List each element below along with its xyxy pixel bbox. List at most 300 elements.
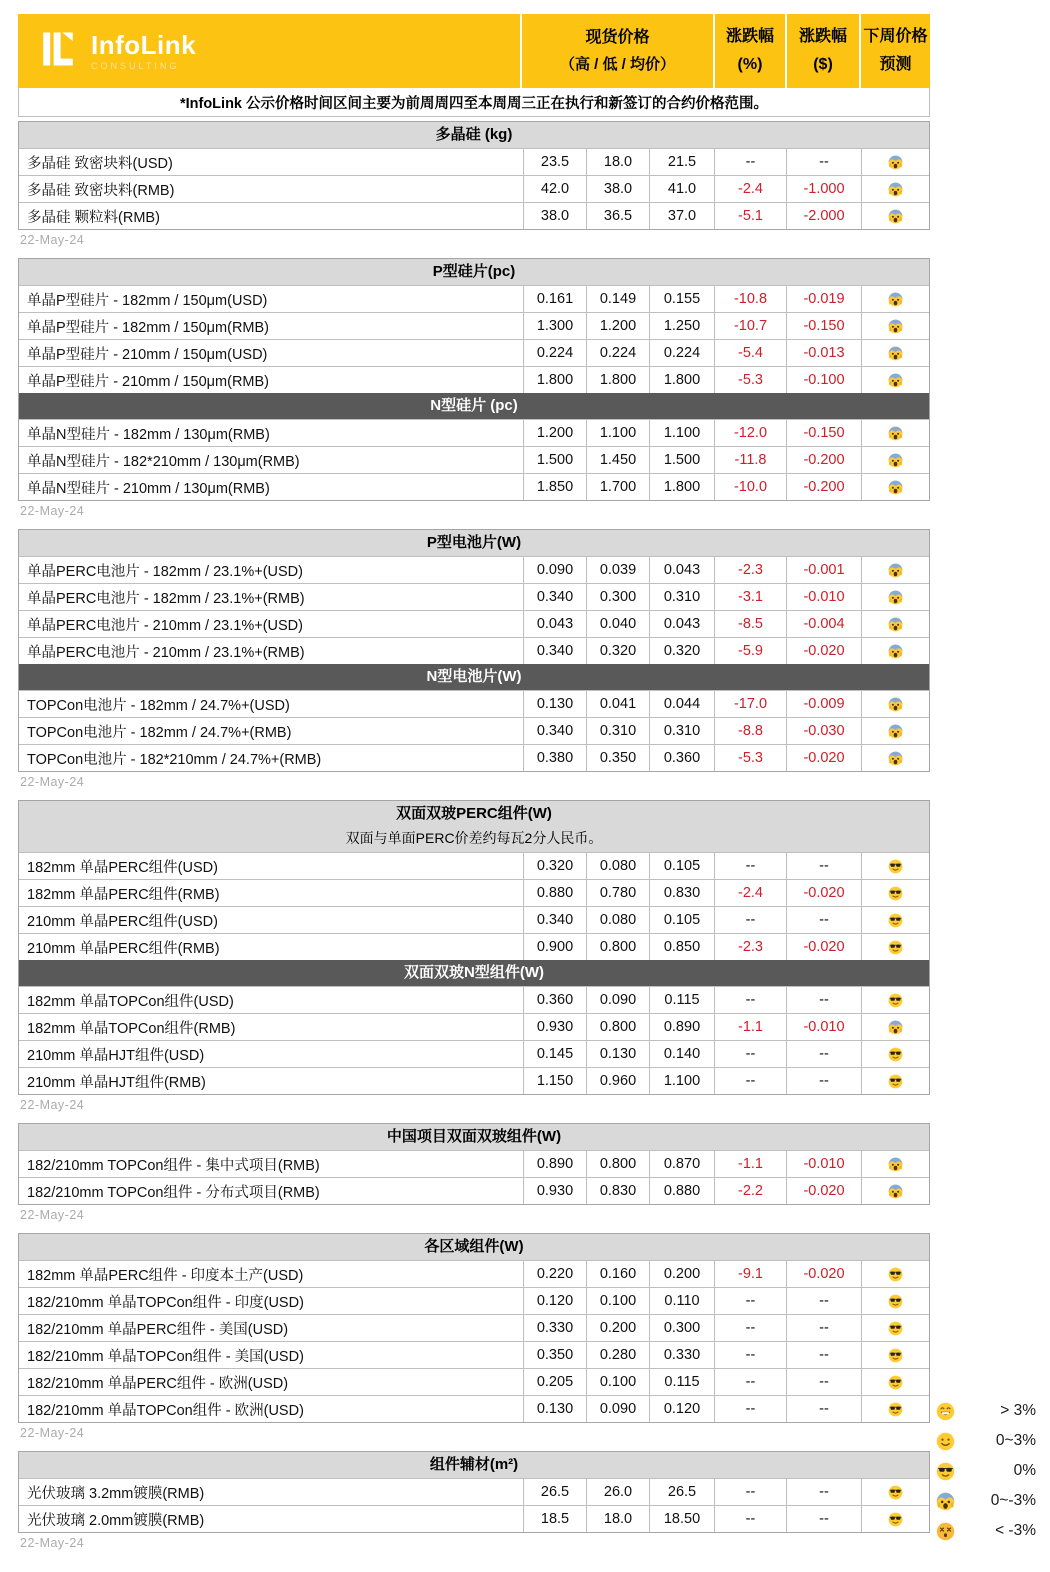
price-avg: 1.500: [649, 447, 714, 473]
table-row: [19, 1013, 929, 1040]
price-high: 0.120: [523, 1288, 586, 1314]
change-pct: --: [714, 907, 786, 933]
change-pct: -2.4: [714, 176, 786, 202]
price-low: 1.700: [586, 474, 649, 500]
price-high: 23.5: [523, 149, 586, 175]
product-name: 多晶硅 颗粒料(RMB): [27, 209, 160, 226]
price-avg: 0.044: [649, 691, 714, 717]
product-name: 182/210mm 单晶TOPCon组件 - 欧洲(USD): [27, 1402, 304, 1419]
product-name: 210mm 单晶HJT组件(RMB): [27, 1074, 206, 1091]
product-name: 单晶P型硅片 - 210mm / 150μm(USD): [27, 346, 268, 363]
change-usd: -0.020: [786, 638, 861, 664]
price-avg: 0.105: [649, 853, 714, 879]
legend-label: > 3%: [1000, 1402, 1036, 1419]
product-name: 单晶P型硅片 - 210mm / 150μm(RMB): [27, 373, 269, 390]
table-row: [19, 1395, 929, 1422]
sunglasses-face-icon: [888, 1402, 903, 1417]
forecast-cell: [861, 420, 929, 446]
sunglasses-face-icon: [888, 1074, 903, 1089]
change-usd: -0.100: [786, 367, 861, 393]
forecast-cell: [861, 367, 929, 393]
price-low: 0.224: [586, 340, 649, 366]
price-low: 0.800: [586, 1014, 649, 1040]
forecast-cell: [861, 691, 929, 717]
change-usd: --: [786, 1506, 861, 1532]
price-low: 38.0: [586, 176, 649, 202]
change-pct: --: [714, 1041, 786, 1067]
table-row: [19, 879, 929, 906]
table-row: [19, 986, 929, 1013]
change-pct-unit: (%): [737, 56, 763, 73]
price-low: 1.200: [586, 313, 649, 339]
scream-face-icon: [888, 697, 903, 712]
table-row: [19, 1368, 929, 1395]
product-name: 单晶PERC电池片 - 210mm / 23.1%+(USD): [27, 617, 303, 634]
change-pct: --: [714, 149, 786, 175]
forecast-cell: [861, 474, 929, 500]
forecast-cell: [861, 1342, 929, 1368]
change-pct: -10.7: [714, 313, 786, 339]
change-usd: --: [786, 1342, 861, 1368]
price-high: 0.360: [523, 987, 586, 1013]
table-row: [19, 637, 929, 664]
change-usd: -0.150: [786, 420, 861, 446]
table-row: [19, 1177, 929, 1204]
forecast-cell: [861, 1506, 929, 1532]
forecast-cell: [861, 203, 929, 229]
section-title: 各区域组件(W): [19, 1234, 929, 1260]
change-pct: -10.8: [714, 286, 786, 312]
price-avg: 0.043: [649, 611, 714, 637]
legend-label: < -3%: [995, 1522, 1036, 1539]
price-high: 0.890: [523, 1151, 586, 1177]
table-row: [19, 1314, 929, 1341]
column-header-change-pct: [715, 14, 785, 88]
price-avg: 0.110: [649, 1288, 714, 1314]
table-row: [19, 366, 929, 393]
price-high: 0.130: [523, 691, 586, 717]
price-high: 18.5: [523, 1506, 586, 1532]
change-pct-label: 涨跌幅: [725, 28, 774, 45]
table-row: [19, 717, 929, 744]
forecast-cell: [861, 1288, 929, 1314]
price-low: 1.100: [586, 420, 649, 446]
scream-face-icon: [888, 155, 903, 170]
price-high: 0.930: [523, 1178, 586, 1204]
scream-face-icon: [888, 563, 903, 578]
price-high: 0.130: [523, 1396, 586, 1422]
table-row: [19, 312, 929, 339]
change-usd: --: [786, 853, 861, 879]
price-high: 0.161: [523, 286, 586, 312]
price-avg: 21.5: [649, 149, 714, 175]
forecast-cell: [861, 313, 929, 339]
price-low: 0.780: [586, 880, 649, 906]
date-label: 22-May-24: [20, 233, 85, 247]
scream-face-icon: [888, 319, 903, 334]
price-sheet: [18, 14, 930, 1561]
change-usd: --: [786, 149, 861, 175]
price-blocks: [18, 121, 930, 1550]
price-avg: 0.850: [649, 934, 714, 960]
sunglasses-face-icon: [888, 1512, 903, 1527]
price-avg: 1.800: [649, 474, 714, 500]
change-usd: -0.009: [786, 691, 861, 717]
price-block: [18, 1233, 930, 1423]
product-name: 182mm 单晶PERC组件(USD): [27, 859, 218, 876]
product-name: 单晶PERC电池片 - 182mm / 23.1%+(USD): [27, 563, 303, 580]
legend-item: [933, 1426, 1036, 1456]
change-usd: -0.030: [786, 718, 861, 744]
forecast-cell: [861, 1041, 929, 1067]
price-high: 0.880: [523, 880, 586, 906]
change-usd: -0.200: [786, 474, 861, 500]
price-low: 0.080: [586, 853, 649, 879]
legend-item: [933, 1456, 1036, 1486]
sunglasses-face-icon: [888, 859, 903, 874]
price-avg: 1.100: [649, 1068, 714, 1094]
change-pct: --: [714, 1315, 786, 1341]
change-usd: --: [786, 1479, 861, 1505]
forecast-cell: [861, 880, 929, 906]
price-low: 0.800: [586, 934, 649, 960]
change-pct: -5.3: [714, 745, 786, 771]
scream-face-icon: [888, 426, 903, 441]
price-block: [18, 121, 930, 230]
change-pct: -9.1: [714, 1261, 786, 1287]
change-pct: --: [714, 1506, 786, 1532]
scream-face-icon: [888, 644, 903, 659]
change-pct: -5.1: [714, 203, 786, 229]
price-avg: 0.224: [649, 340, 714, 366]
date-label: 22-May-24: [20, 1426, 85, 1440]
change-pct: -10.0: [714, 474, 786, 500]
sunglasses-face-icon: [888, 1321, 903, 1336]
change-usd: -0.019: [786, 286, 861, 312]
price-high: 1.500: [523, 447, 586, 473]
change-usd: -0.004: [786, 611, 861, 637]
brand-name: InfoLink: [91, 29, 197, 60]
price-low: 0.080: [586, 907, 649, 933]
product-name: 182/210mm 单晶PERC组件 - 欧洲(USD): [27, 1375, 289, 1392]
price-low: 1.450: [586, 447, 649, 473]
scream-face-icon: [888, 1020, 903, 1035]
price-avg: 0.830: [649, 880, 714, 906]
forecast-cell: [861, 1178, 929, 1204]
price-block: [18, 529, 930, 772]
price-avg: 0.890: [649, 1014, 714, 1040]
change-pct: --: [714, 1479, 786, 1505]
price-low: 0.039: [586, 557, 649, 583]
table-row: [19, 339, 929, 366]
sunglasses-face-icon: [888, 1348, 903, 1363]
change-pct: -17.0: [714, 691, 786, 717]
change-pct: -5.4: [714, 340, 786, 366]
price-low: 0.960: [586, 1068, 649, 1094]
forecast-cell: [861, 1396, 929, 1422]
smile-face-icon: [933, 1432, 957, 1451]
price-avg: 0.120: [649, 1396, 714, 1422]
scream-face-icon: [888, 292, 903, 307]
column-header-forecast: [861, 14, 930, 88]
change-pct: -5.3: [714, 367, 786, 393]
table-header-bar: [18, 14, 930, 88]
product-name: 光伏玻璃 2.0mm镀膜(RMB): [27, 1512, 205, 1529]
price-low: 26.0: [586, 1479, 649, 1505]
table-row: [19, 202, 929, 229]
forecast-cell: [861, 1068, 929, 1094]
price-low: 1.800: [586, 367, 649, 393]
scream-face-icon: [888, 1184, 903, 1199]
section-title: P型电池片(W): [19, 530, 929, 556]
forecast-cell: [861, 1369, 929, 1395]
change-usd: -0.020: [786, 880, 861, 906]
change-pct: -1.1: [714, 1014, 786, 1040]
change-usd: -0.001: [786, 557, 861, 583]
price-avg: 0.330: [649, 1342, 714, 1368]
product-name: 单晶P型硅片 - 182mm / 150μm(USD): [27, 292, 268, 309]
table-row: [19, 1040, 929, 1067]
scream-face-icon: [888, 1157, 903, 1172]
forecast-legend: [933, 1396, 1036, 1546]
product-name: 182/210mm 单晶PERC组件 - 美国(USD): [27, 1321, 289, 1338]
forecast-cell: [861, 853, 929, 879]
table-row: [19, 175, 929, 202]
scream-face-icon: [888, 480, 903, 495]
scream-face-icon: [888, 751, 903, 766]
change-pct: --: [714, 1369, 786, 1395]
product-name: 182mm 单晶TOPCon组件(USD): [27, 993, 234, 1010]
product-name: 210mm 单晶PERC组件(USD): [27, 913, 218, 930]
price-high: 0.340: [523, 907, 586, 933]
change-usd: -0.020: [786, 1261, 861, 1287]
forecast-cell: [861, 1261, 929, 1287]
price-high: 0.350: [523, 1342, 586, 1368]
product-name: TOPCon电池片 - 182mm / 24.7%+(RMB): [27, 724, 292, 741]
price-high: 0.090: [523, 557, 586, 583]
product-name: 182mm 单晶PERC组件(RMB): [27, 886, 220, 903]
change-usd: -0.010: [786, 584, 861, 610]
column-header-spot-price: [522, 14, 713, 88]
product-name: 182/210mm 单晶TOPCon组件 - 印度(USD): [27, 1294, 304, 1311]
section-subnote: 双面与单面PERC价差约每瓦2分人民币。: [19, 827, 929, 852]
table-row: [19, 446, 929, 473]
price-high: 42.0: [523, 176, 586, 202]
product-name: 210mm 单晶PERC组件(RMB): [27, 940, 220, 957]
sunglasses-face-icon: [888, 1267, 903, 1282]
product-name: 182/210mm 单晶TOPCon组件 - 美国(USD): [27, 1348, 304, 1365]
change-usd-unit: ($): [813, 56, 833, 73]
table-row: [19, 1478, 929, 1505]
legend-label: 0~-3%: [990, 1492, 1036, 1509]
scream-face-icon: [888, 373, 903, 388]
scream-face-icon: [888, 346, 903, 361]
price-low: 0.041: [586, 691, 649, 717]
scream-face-icon: [888, 724, 903, 739]
change-usd: --: [786, 987, 861, 1013]
price-low: 0.350: [586, 745, 649, 771]
sunglasses-face-icon: [888, 1294, 903, 1309]
product-name: 182mm 单晶PERC组件 - 印度本土产(USD): [27, 1267, 304, 1284]
forecast-cell: [861, 907, 929, 933]
price-low: 0.149: [586, 286, 649, 312]
price-high: 0.205: [523, 1369, 586, 1395]
product-name: 单晶N型硅片 - 182*210mm / 130μm(RMB): [27, 453, 300, 470]
legend-label: 0%: [1013, 1462, 1036, 1479]
change-usd: --: [786, 1041, 861, 1067]
price-block: [18, 1451, 930, 1533]
price-low: 0.830: [586, 1178, 649, 1204]
change-pct: -2.3: [714, 557, 786, 583]
product-name: 210mm 单晶HJT组件(USD): [27, 1047, 205, 1064]
price-low: 0.800: [586, 1151, 649, 1177]
scream-face-icon: [888, 590, 903, 605]
price-high: 0.340: [523, 718, 586, 744]
legend-item: [933, 1396, 1036, 1426]
change-usd: -0.010: [786, 1151, 861, 1177]
change-pct: -8.8: [714, 718, 786, 744]
price-block: [18, 258, 930, 501]
price-low: 0.300: [586, 584, 649, 610]
price-period-note: *InfoLink 公示价格时间区间主要为前周周四至本周周三正在执行和新签订的合约价格范围。: [18, 88, 930, 117]
product-name: 182/210mm TOPCon组件 - 分布式项目(RMB): [27, 1184, 320, 1201]
price-low: 0.090: [586, 987, 649, 1013]
forecast-cell: [861, 557, 929, 583]
price-low: 18.0: [586, 1506, 649, 1532]
table-row: [19, 1505, 929, 1532]
product-name: 多晶硅 致密块料(USD): [27, 155, 173, 172]
price-high: 0.224: [523, 340, 586, 366]
column-header-change-usd: [787, 14, 859, 88]
price-avg: 0.320: [649, 638, 714, 664]
table-row: [19, 1260, 929, 1287]
price-avg: 0.360: [649, 745, 714, 771]
price-avg: 0.115: [649, 987, 714, 1013]
change-pct: -3.1: [714, 584, 786, 610]
scream-face-icon: [933, 1492, 957, 1511]
forecast-cell: [861, 934, 929, 960]
change-usd: --: [786, 907, 861, 933]
table-row: [19, 148, 929, 175]
price-high: 0.340: [523, 584, 586, 610]
price-high: 0.380: [523, 745, 586, 771]
forecast-cell: [861, 718, 929, 744]
change-pct: -5.9: [714, 638, 786, 664]
price-avg: 1.250: [649, 313, 714, 339]
price-avg: 26.5: [649, 1479, 714, 1505]
price-avg: 41.0: [649, 176, 714, 202]
price-low: 0.090: [586, 1396, 649, 1422]
change-usd: -0.150: [786, 313, 861, 339]
scream-face-icon: [888, 617, 903, 632]
legend-item: [933, 1516, 1036, 1546]
forecast-cell: [861, 149, 929, 175]
table-row: [19, 610, 929, 637]
sunglasses-face-icon: [888, 1375, 903, 1390]
table-row: [19, 1067, 929, 1094]
price-low: 0.200: [586, 1315, 649, 1341]
section-title: 多晶硅 (kg): [19, 122, 929, 148]
price-high: 0.043: [523, 611, 586, 637]
change-usd: --: [786, 1068, 861, 1094]
section-title: N型电池片(W): [19, 664, 929, 690]
change-usd: --: [786, 1288, 861, 1314]
change-pct: --: [714, 1068, 786, 1094]
change-usd: -1.000: [786, 176, 861, 202]
table-row: [19, 1287, 929, 1314]
price-high: 26.5: [523, 1479, 586, 1505]
forecast-cell: [861, 340, 929, 366]
price-high: 1.200: [523, 420, 586, 446]
date-label: 22-May-24: [20, 775, 85, 789]
sunglasses-face-icon: [888, 993, 903, 1008]
price-avg: 0.310: [649, 718, 714, 744]
price-high: 38.0: [523, 203, 586, 229]
product-name: 单晶PERC电池片 - 210mm / 23.1%+(RMB): [27, 644, 305, 661]
price-high: 0.900: [523, 934, 586, 960]
forecast-cell: [861, 1151, 929, 1177]
table-row: [19, 933, 929, 960]
price-avg: 1.800: [649, 367, 714, 393]
scream-face-icon: [888, 182, 903, 197]
price-avg: 0.043: [649, 557, 714, 583]
price-high: 1.850: [523, 474, 586, 500]
forecast-cell: [861, 1014, 929, 1040]
change-usd: -0.020: [786, 1178, 861, 1204]
change-usd: -0.200: [786, 447, 861, 473]
change-pct: -2.4: [714, 880, 786, 906]
price-low: 0.040: [586, 611, 649, 637]
forecast-cell: [861, 1315, 929, 1341]
change-usd: -2.000: [786, 203, 861, 229]
brand-header-cell: [18, 14, 520, 88]
price-high: 1.150: [523, 1068, 586, 1094]
price-avg: 0.105: [649, 907, 714, 933]
product-name: 单晶N型硅片 - 210mm / 130μm(RMB): [27, 480, 270, 497]
price-high: 0.220: [523, 1261, 586, 1287]
sunglasses-face-icon: [888, 940, 903, 955]
change-usd-label: 涨跌幅: [798, 28, 847, 45]
price-avg: 0.155: [649, 286, 714, 312]
price-avg: 0.300: [649, 1315, 714, 1341]
table-row: [19, 1150, 929, 1177]
forecast-cell: [861, 987, 929, 1013]
change-pct: --: [714, 1342, 786, 1368]
product-name: TOPCon电池片 - 182*210mm / 24.7%+(RMB): [27, 751, 322, 768]
table-row: [19, 744, 929, 771]
brand-text: [91, 29, 197, 71]
legend-label: 0~3%: [995, 1432, 1036, 1449]
price-low: 0.280: [586, 1342, 649, 1368]
price-low: 0.100: [586, 1288, 649, 1314]
price-avg: 0.870: [649, 1151, 714, 1177]
forecast-cell: [861, 1479, 929, 1505]
section-title: 双面双玻PERC组件(W): [19, 801, 929, 827]
brand-tagline: CONSULTING: [91, 60, 180, 71]
table-row: [19, 690, 929, 717]
price-low: 0.100: [586, 1369, 649, 1395]
legend-item: [933, 1486, 1036, 1516]
spot-price-sublabel: （高 / 低 / 均价）: [559, 55, 675, 73]
price-high: 0.340: [523, 638, 586, 664]
price-avg: 0.880: [649, 1178, 714, 1204]
forecast-cell: [861, 638, 929, 664]
change-pct: --: [714, 1288, 786, 1314]
product-name: 单晶N型硅片 - 182mm / 130μm(RMB): [27, 426, 270, 443]
change-pct: -12.0: [714, 420, 786, 446]
table-row: [19, 1341, 929, 1368]
change-pct: -8.5: [714, 611, 786, 637]
